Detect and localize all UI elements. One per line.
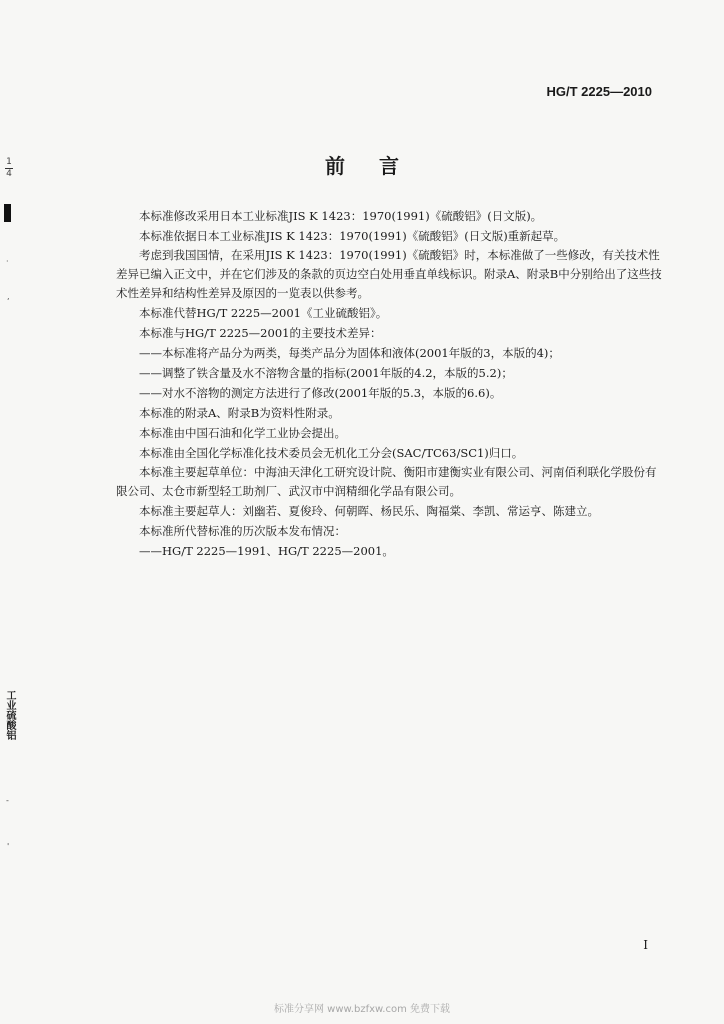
paragraph: 本标准依据日本工业标准JIS K 1423：1970(1991)《硫酸铝》(日文版)重新起草。 (139, 229, 566, 243)
side-label: 工业硫酸铝 (4, 690, 15, 740)
watermark: 标准分享网 www.bzfxw.com 免费下载 (274, 1004, 450, 1015)
margin-dot: , (7, 292, 10, 301)
margin-black-bar (4, 204, 11, 222)
preface-body (116, 206, 664, 561)
paragraph: 本标准代替HG/T 2225—2001《工业硫酸铝》。 (139, 306, 388, 320)
page-title: 前言 (325, 154, 433, 178)
margin-dot: - (6, 796, 9, 805)
list-item: ——对水不溶物的测定方法进行了修改(2001年版的5.3，本版的6.6)。 (139, 386, 502, 400)
list-item: ——HG/T 2225—1991、HG/T 2225—2001。 (139, 544, 394, 558)
paragraph: 本标准所代替标准的历次版本发布情况： (139, 524, 346, 538)
paragraph: 本标准由中国石油和化学工业协会提出。 (139, 426, 346, 440)
margin-dot: · (6, 257, 9, 266)
list-item: ——本标准将产品分为两类，每类产品分为固体和液体(2001年版的3，本版的4)； (139, 346, 560, 360)
paragraph: 本标准主要起草人：刘幽若、夏俊玲、何朝晖、杨民乐、陶福棠、李凯、常运亨、陈建立。 (139, 504, 599, 518)
list-item: ——调整了铁含量及水不溶物含量的指标(2001年版的4.2，本版的5.2)； (139, 366, 513, 380)
margin-dot: ' (7, 842, 10, 851)
paragraph: 考虑到我国国情，在采用JIS K 1423：1970(1991)《硫酸铝》时，本标准做了一些修改，有关技术性差异已编入正文中，并在它们涉及的条款的页边空白处用垂直单线标识。附录A、附录B中分别给出了这些技术性差异和结构性差异及原因的一览表以供参考。 (116, 248, 662, 300)
page-number: I (643, 938, 648, 952)
paragraph: 本标准修改采用日本工业标准JIS K 1423：1970(1991)《硫酸铝》(日文版)。 (139, 209, 543, 223)
paragraph: 本标准主要起草单位：中海油天津化工研究设计院、衡阳市建衡实业有限公司、河南佰利联化学股份有限公司、太仓市新型轻工助剂厂、武汉市中润精细化学品有限公司。 (116, 465, 657, 498)
fraction-denominator: 4 (6, 169, 12, 179)
fraction-numerator: 1 (6, 157, 12, 167)
standard-number: HG/T 2225—2010 (546, 84, 652, 99)
paragraph: 本标准由全国化学标准化技术委员会无机化工分会(SAC/TC63/SC1)归口。 (139, 446, 524, 460)
paragraph: 本标准与HG/T 2225—2001的主要技术差异： (139, 326, 382, 340)
paragraph: 本标准的附录A、附录B为资料性附录。 (139, 406, 340, 420)
